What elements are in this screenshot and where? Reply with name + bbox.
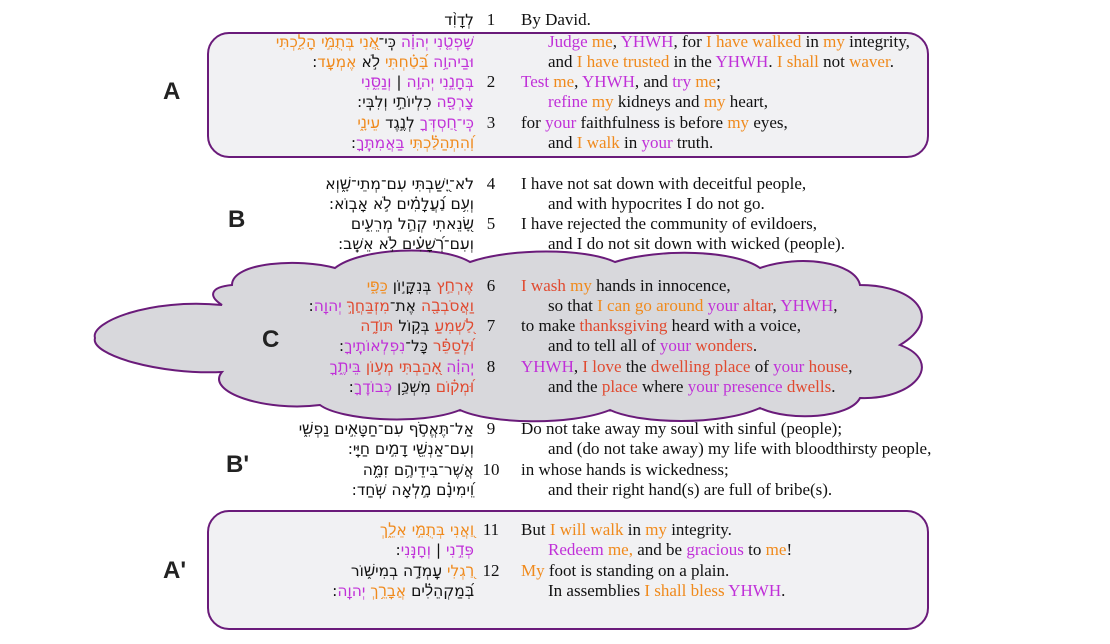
english-phrase: ;: [716, 72, 721, 91]
english-phrase: of: [750, 357, 774, 376]
english-phrase: I have trusted: [576, 52, 670, 71]
english-phrase: In assemblies: [548, 581, 645, 600]
english-phrase: and their right hand(s) are full of bribe(s).: [548, 480, 833, 499]
hebrew-line: [204, 581, 474, 601]
hebrew-word: כִּֽי־: [378, 33, 401, 51]
verse-number: 10: [482, 460, 500, 479]
english-phrase: my: [570, 276, 592, 295]
english-line: [548, 480, 832, 500]
hebrew-word: :: [308, 297, 314, 315]
english-phrase: ,: [574, 72, 582, 91]
hebrew-word: וְחָנֵּֽנִי: [400, 541, 431, 559]
hebrew-word: בְּ֝מַקְהֵלִ֗ים: [411, 582, 474, 600]
hebrew-word: אֵלֵ֑ךְ: [379, 521, 407, 539]
english-phrase: .: [889, 52, 894, 71]
english-phrase: hands in innocence,: [591, 276, 731, 295]
english-phrase: .: [831, 377, 836, 396]
hebrew-line: [204, 357, 474, 377]
english-phrase: I walk: [576, 133, 620, 152]
hebrew-word: |: [430, 541, 447, 559]
hebrew-line: [204, 72, 474, 92]
verse-number: 12: [482, 561, 500, 580]
section-label-b-prime: B': [226, 451, 250, 478]
english-line: [521, 357, 852, 377]
english-line: [521, 561, 729, 581]
english-phrase: and to tell all of: [548, 336, 660, 355]
hebrew-line: [204, 133, 474, 153]
english-phrase: .: [781, 581, 786, 600]
english-line: [548, 133, 713, 153]
english-phrase: and I do not sit down with wicked (people).: [548, 234, 845, 253]
hebrew-word: תּוֹדָ֑ה: [360, 317, 394, 335]
english-phrase: kidneys and: [613, 92, 704, 111]
hebrew-word: לֹ֣א: [356, 53, 385, 71]
verse-number: 3: [486, 113, 496, 132]
hebrew-word: וַאֲסֹבְבָ֖ה: [420, 297, 474, 315]
hebrew-word: בַּאֲמִתֶּֽךָ: [356, 134, 405, 152]
hebrew-line: [204, 276, 474, 296]
english-phrase: waver: [849, 52, 890, 71]
hebrew-line: [204, 460, 474, 480]
hebrew-line: [204, 520, 474, 540]
english-phrase: my: [645, 520, 667, 539]
english-phrase: my: [703, 92, 726, 111]
hebrew-word: יְהוָֽה: [313, 297, 342, 315]
hebrew-word: וְעִם־רְ֝שָׁעִ֗ים לֹ֣א אֵשֵֽׁב:: [338, 235, 474, 253]
hebrew-word: לַ֭שְׁמִעַ: [434, 317, 474, 335]
english-phrase: me: [591, 32, 613, 51]
hebrew-word: אָ֭הַבְתִּי: [398, 358, 442, 376]
section-label-c: C: [262, 326, 280, 353]
english-phrase: .: [752, 336, 758, 355]
english-phrase: integrity,: [844, 32, 910, 51]
hebrew-word: אֲשֶׁר־בִּידֵיהֶ֥ם זִמָּ֑ה: [362, 461, 474, 479]
english-phrase: ,: [772, 296, 781, 315]
english-line: [548, 92, 768, 112]
hebrew-line: [204, 316, 474, 336]
hebrew-line: [204, 92, 474, 112]
hebrew-line: [204, 10, 474, 30]
hebrew-word: וַ֭אֲנִי: [449, 521, 474, 539]
hebrew-line: [204, 234, 474, 254]
english-phrase: altar: [743, 296, 773, 315]
english-phrase: foot is standing on a plain.: [544, 561, 730, 580]
english-phrase: YHWH: [620, 32, 674, 51]
hebrew-word: יְהוָ֗ה: [400, 33, 429, 51]
english-phrase: place: [601, 377, 638, 396]
english-phrase: try: [672, 72, 696, 91]
hebrew-word: בֵּיתֶ֑ךָ: [329, 358, 361, 376]
hebrew-word: כַּפָּ֑י: [366, 277, 388, 295]
english-phrase: My: [521, 561, 545, 580]
english-line: [548, 540, 792, 560]
english-phrase: my: [727, 113, 750, 132]
hebrew-word: יְֽהוָ֗ה: [446, 358, 474, 376]
english-phrase: your: [687, 377, 719, 396]
english-phrase: I will walk: [549, 520, 624, 539]
english-phrase: ,: [573, 357, 583, 376]
english-line: [548, 194, 765, 214]
english-phrase: your: [641, 133, 673, 152]
hebrew-word: בָּ֝טַ֗חְתִּי: [384, 53, 429, 71]
hebrew-word: נִפְלְאוֹתֶֽיךָ: [344, 337, 406, 355]
english-line: [548, 52, 894, 72]
english-phrase: me: [553, 72, 575, 91]
section-label-a-prime: A': [163, 557, 187, 584]
english-phrase: and: [548, 133, 577, 152]
english-phrase: in: [619, 133, 642, 152]
hebrew-line: [204, 194, 474, 214]
english-phrase: YHWH: [521, 357, 574, 376]
english-line: [521, 419, 842, 439]
english-phrase: in: [623, 520, 646, 539]
hebrew-word: אֶת־: [389, 297, 421, 315]
english-phrase: YHWH: [582, 72, 635, 91]
hebrew-word: |: [391, 73, 407, 91]
english-line: [548, 296, 838, 316]
english-phrase: integrity.: [666, 520, 732, 539]
verse-number: 6: [486, 276, 496, 295]
hebrew-word: וּ֝מְק֗וֹם: [435, 378, 474, 396]
verse-number: 1: [486, 10, 496, 29]
english-phrase: your: [707, 296, 739, 315]
english-line: [521, 460, 729, 480]
hebrew-word: יְהוָ֣ה: [406, 73, 435, 91]
english-phrase: thanksgiving: [579, 316, 668, 335]
english-phrase: heart,: [725, 92, 769, 111]
hebrew-line: [204, 52, 474, 72]
hebrew-word: מְע֣וֹן: [365, 358, 394, 376]
english-line: [548, 439, 931, 459]
english-phrase: faithfulness is before: [576, 113, 728, 132]
english-line: [548, 581, 785, 601]
english-phrase: gracious: [686, 540, 744, 559]
english-phrase: not: [818, 52, 850, 71]
hebrew-word: :: [312, 53, 318, 71]
verse-number: 11: [482, 520, 500, 539]
hebrew-word: אֶמְעָֽד: [317, 53, 357, 71]
english-phrase: refine: [548, 92, 592, 111]
english-phrase: YHWH: [715, 52, 769, 71]
hebrew-line: [204, 377, 474, 397]
hebrew-word: :: [338, 337, 345, 355]
english-phrase: so that: [548, 296, 598, 315]
hebrew-word: לְדָוִ֨ד: [444, 11, 474, 29]
hebrew-word: בְּתֻמִּ֣י: [321, 33, 355, 51]
english-phrase: my: [823, 32, 845, 51]
english-phrase: dwells: [786, 377, 832, 396]
english-phrase: truth.: [672, 133, 714, 152]
english-line: [548, 32, 910, 52]
english-phrase: dwelling place: [650, 357, 751, 376]
english-line: [521, 316, 801, 336]
english-phrase: Judge: [548, 32, 592, 51]
english-phrase: I love: [582, 357, 622, 376]
hebrew-word: עֵינָ֑י: [357, 114, 381, 132]
english-line: [548, 377, 836, 397]
hebrew-word: צָרְפָ֖ה: [436, 93, 474, 111]
english-phrase: my: [591, 92, 614, 111]
english-phrase: , and: [634, 72, 673, 91]
hebrew-word: וְעִ֥ם נַ֝עֲלָמִ֗ים לֹ֣א אָבֽוֹא:: [328, 195, 474, 213]
hebrew-line: [204, 480, 474, 500]
hebrew-word: כָּל־: [405, 337, 433, 355]
english-phrase: eyes,: [749, 113, 788, 132]
verse-number: 2: [486, 72, 496, 91]
hebrew-line: [204, 540, 474, 560]
english-phrase: I shall bless: [644, 581, 725, 600]
english-phrase: your: [773, 357, 805, 376]
hebrew-word: וְעִם־אַנְשֵׁ֖י דָמִ֣ים חַיָּֽי:: [347, 440, 474, 458]
hebrew-word: בְּתֻמִּ֣י: [411, 521, 445, 539]
english-phrase: your: [659, 336, 692, 355]
english-phrase: and (do not take away) my life with bloodthirsty people,: [548, 439, 932, 458]
hebrew-word: אֲבָרֵ֥ךְ: [370, 582, 407, 600]
english-phrase: ,: [612, 32, 621, 51]
hebrew-word: :: [357, 93, 363, 111]
english-phrase: and: [548, 52, 577, 71]
hebrew-word: בְּנִקָּי֣וֹן: [387, 277, 437, 295]
english-line: [521, 10, 591, 30]
hebrew-word: וּ֝לְסַפֵּ֗ר: [432, 337, 474, 355]
english-phrase: .: [768, 52, 777, 71]
english-line: [521, 72, 721, 92]
english-phrase: me: [765, 540, 787, 559]
hebrew-word: מִשְׁכַּ֥ן: [392, 378, 436, 396]
verse-number: 4: [486, 174, 496, 193]
hebrew-line: [204, 214, 474, 234]
hebrew-line: [204, 419, 474, 439]
hebrew-word: כְּבוֹדֶֽךָ: [353, 378, 393, 396]
english-phrase: to: [743, 540, 766, 559]
verse-number: 8: [486, 357, 496, 376]
verse-number: 5: [486, 214, 496, 233]
english-line: [521, 520, 732, 540]
hebrew-word: :: [350, 134, 357, 152]
section-label-b: B: [228, 206, 246, 233]
hebrew-word: וְנַסֵּ֑נִי: [361, 73, 392, 91]
english-line: [521, 113, 788, 133]
hebrew-line: [204, 113, 474, 133]
english-phrase: I can go around: [597, 296, 704, 315]
english-phrase: ,: [848, 357, 853, 376]
english-phrase: presence: [723, 377, 783, 396]
english-phrase: !: [786, 540, 793, 559]
english-phrase: , for: [673, 32, 707, 51]
verse-number: 9: [486, 419, 496, 438]
english-phrase: By David.: [521, 10, 591, 29]
english-line: [548, 336, 757, 356]
hebrew-word: :: [348, 378, 354, 396]
hebrew-line: [204, 439, 474, 459]
hebrew-word: הָלַ֑כְתִּי: [275, 33, 317, 51]
hebrew-word: שָׂ֭נֵאתִי קְהַ֣ל מְרֵעִ֑ים: [350, 215, 474, 233]
hebrew-word: עָֽמְדָ֣ה בְמִישׁ֑וֹר: [350, 562, 448, 580]
english-phrase: I have not sat down with deceitful people,: [521, 174, 807, 193]
english-phrase: Redeem: [548, 540, 608, 559]
hebrew-word: פְּדֵ֣נִי: [446, 541, 474, 559]
hebrew-word: אַל־תֶּאֱסֹ֣ף עִם־חַטָּאִ֣ים נַפְשִׁ֑י: [298, 420, 474, 438]
english-phrase: I have rejected the community of evildoers,: [521, 214, 817, 233]
hebrew-word: וּבַיהוָ֥ה: [433, 53, 474, 71]
hebrew-word: בְּחָנֵ֣נִי: [439, 73, 474, 91]
english-phrase: I shall: [776, 52, 819, 71]
english-phrase: But: [521, 520, 550, 539]
hebrew-line: [204, 32, 474, 52]
hebrew-word: וְ֝הִתְהַלַּ֗כְתִּי: [409, 134, 474, 152]
hebrew-word: לֹא־יָ֭שַׁבְתִּי עִם־מְתֵי־שָׁ֑וְא: [325, 175, 474, 193]
english-phrase: and with hypocrites I do not go.: [548, 194, 765, 213]
hebrew-line: [204, 296, 474, 316]
hebrew-word: כִּֽי־חַ֭סְדְּךָ: [419, 114, 474, 132]
english-phrase: where: [637, 377, 688, 396]
english-line: [521, 214, 817, 234]
english-phrase: in: [801, 32, 824, 51]
english-phrase: and the: [548, 377, 602, 396]
verse-number: 7: [486, 316, 496, 335]
hebrew-word: וִֽ֝ימִינָ֗ם מָ֣לְאָה שֹּֽׁחַד:: [351, 481, 474, 499]
english-phrase: for: [521, 113, 546, 132]
english-phrase: the: [621, 357, 651, 376]
english-line: [548, 234, 845, 254]
english-phrase: me,: [607, 540, 633, 559]
english-phrase: house: [808, 357, 849, 376]
hebrew-line: [204, 174, 474, 194]
english-phrase: and be: [632, 540, 687, 559]
english-phrase: YHWH: [728, 581, 782, 600]
hebrew-line: [204, 336, 474, 356]
english-phrase: heard with a voice,: [667, 316, 801, 335]
english-phrase: Do not take away my soul with sinful (people);: [521, 419, 843, 438]
english-line: [521, 174, 806, 194]
hebrew-word: יְהוָֽה: [337, 582, 366, 600]
hebrew-word: מִזְבַּחֲךָ֣: [346, 297, 390, 315]
hebrew-word: כִלְיוֹתַ֣י וְלִבִּֽי: [362, 93, 437, 111]
english-phrase: to make: [521, 316, 580, 335]
english-phrase: I have walked: [706, 32, 802, 51]
hebrew-word: :: [395, 541, 401, 559]
english-line: [521, 276, 731, 296]
hebrew-word: שָׁפְטֵ֤נִי: [433, 33, 474, 51]
english-phrase: me: [695, 72, 717, 91]
english-phrase: Test: [521, 72, 554, 91]
hebrew-word: לְנֶ֣גֶד: [380, 114, 420, 132]
english-phrase: ,: [833, 296, 838, 315]
section-label-a: A: [163, 78, 181, 105]
english-phrase: in the: [669, 52, 716, 71]
hebrew-word: אֲ֭נִי: [359, 33, 379, 51]
english-phrase: I wash: [521, 276, 566, 295]
english-phrase: YHWH: [780, 296, 834, 315]
hebrew-word: רַ֭גְלִי: [447, 562, 474, 580]
english-phrase: in whose hands is wickedness;: [521, 460, 729, 479]
english-phrase: your: [545, 113, 577, 132]
hebrew-line: [204, 561, 474, 581]
hebrew-word: בְּק֣וֹל: [393, 317, 435, 335]
english-phrase: wonders: [695, 336, 753, 355]
hebrew-word: :: [332, 582, 338, 600]
hebrew-word: אֶרְחַ֣ץ: [436, 277, 474, 295]
